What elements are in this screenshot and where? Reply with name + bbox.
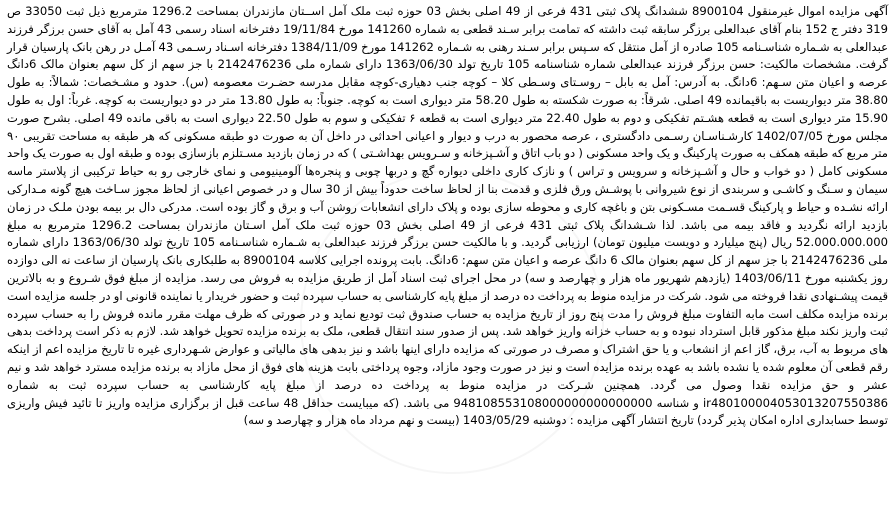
notice-body: آگهی مزایده اموال غیرمنقول 8900104 ششدانگ پلاک ثبتی 431 فرعی از 49 اصلی بخش 03 حوزه ثبت ملک آمل اســتان مازندران بمساحت 1296.2 مترمربع ذیل ثبت 33050 ص 319 دفتر ج 152 بنام آقای عبدالعلی برزگر سابقه ثبت داشته که تمامت برابر سـند قطعی به شماره 141260 مورخ 19/11/84 دفترخانه اسناد رسمی 43 آمل به آقای حسن برزگر فرزند عبدالعلی به شـماره شناسـنامه 105 صادره از آمل منتقل که سـپس برابر سـند رهنی به شـماره 141262 مورخ 1384/11/09 دفترخانه اسـناد رسـمی 43 آمـل در رهن بانک پارسیان قرار گرفت. مشخصات مالکیت: حسن برزگر فرزند عبدالعلی شماره شناسنامه 105 تاریخ تولد 1363/06/30 دارای شماره ملی 2142476236 با جز سهم از کل سهم بعنوان مالک 6دانگ عرصه و اعیان متن سـهم: 6دانگ. به آدرس: آمل به بابل – روسـتای وسـطی کلا – کوچه جنب دهیاری-کوچه مقابل مدرسه حضـرت معصومه (س). حدود و مشـخصات: شمالاً: به طول 38.80 متر دیواریست به باقیمانده 49 اصلی. شرقاً: به صورت شکسته به طول 58.20 متر دیواری است به کوچه. جنوباً: به طول 13.80 متر در دو دیواریست به کوچه. غرباً: اول به طول 15.90 متر دیواری است به قطعه هشـتم تفکیکی و دوم به طول 22.40 متر دیواری است به قطعه ۶ تفکیکی و سوم به طول 22.50 دیواری است به باقی مانده 49 اصلی. بشرح صورت مجلس مورخ 1402/07/05 کارشـناسـان رسـمی دادگستری ، عرصه محصور به درب و دیوار و اعیانی احداثی در داخل آن به صورت دو طبقه مسکونی که هر طبقه به مساحت تقریبی ۹۰ متر مربع که طبقه همکف به صورت پارکینگ و یک واحد مسکونی ( دو باب اتاق و آشـپزخانه و سـرویس بهداشـتی ) که در زمان بازدید مسـتلزم بازسازی بوده و طبقه اول به صورت یک واحد مسکونی کامل ( دو خواب و حال و آشـپزخانه و سرویس و تراس ) و نازک کاری داخلی دیواره گچ و دربها چوبی و پنجره‌ها آلومینیومی و نمای خارجی رو به حیاط ترکیبی از پلاستر ماسه سیمان و سـنگ و کاشـی و سربندی از نوع شیروانی با پوشـش ورق فلزی و قدمت بنا از لحاظ ساخت حدوداً بیش از 30 سال و در خصوص اعیانی از لحاظ مجوز سـاخت هیچ گونه مـدارکی ارائه نشـده و حیاط و پارکینگ قسـمت مسـکونی بتن و باغچه کاری و محوطه سازی بوده و پلاک دارای انشعابات روشن آب و برق و گاز بوده است. مدرکی دال بر بیمه بودن ملـک در زمان بازدید ارائه نگردید و فاقد بیمه می باشد. لذا شـشدانگ پلاک ثبتی 431 فرعی از 49 اصلی بخش 03 حوزه ثبت ملک آمل اسـتان مازندران بمساحت 1296.2 مترمربع به مبلغ 52.000.000.000 ریال (پنج میلیارد و دویست میلیون تومان) ارزیابی گردید. و با مالکیت حسن برزگر فرزند عبدالعلی به شـماره شناسـنامه 105 تاریخ تولد 1363/06/30 دارای شماره ملی 2142476236 با جز سهم از کل سهم بعنوان مالک 6 دانگ عرصه و اعیان متن سهم: 6دانگ. بابت پرونده اجرایی کلاسه 8900104 به طلبکاری بانک پارسیان از ساعت نه الی دوازده روز یکشنبه مورخ 1403/06/11 (یازدهم شهریور ماه هزار و چهارصد و سه) در محل اجرای ثبت اسناد آمل از طریق مزایده به فروش می رسد. مزایده از مبلغ فوق شـروع و به بالاترین قیمت پیشـنهادی نقدا فروخته می شود. شرکت در مزایده منوط به پرداخت ده درصد از مبلغ پایه کارشناسی به حساب سپرده ثبت و حضور خریدار یا نماینده قانونی او در جلسه مزایده است برنده مزایده مکلف است مابه التفاوت مبلغ فروش را مدت پنج روز از تاریخ مزایده به حساب صندوق ثبت تودیع نماید و در صورتی که ظرف مهلت مقرر مانده فروش را به حساب سپرده ثبت واریز نکند مبلغ مذکور قابل استرداد نبوده و به حساب خزانه واریز خواهد شد. پس از صدور سند انتقال قطعی، ملک به برنده مزایده تحویل خواهد شد. لازم به ذکر است پرداخت بدهی های مربوط به آب، برق، گاز اعم از انشعاب و یا حق اشتراک و مصرف در صورتی که مزایده دارای اینها باشد و نیز بدهی های مالیاتی و عوارض شـهرداری غیره تا تاریخ مزایده اعم از اینکه رقم قطعی آن معلوم شده یا نشده باشد به عهده برنده مزایده است و نیز در صورت وجود مازاد، وجوه پرداختی بابت هزینه های فوق از محل مازاد به برنده مزایده مسترد خواهد شد و نیم عشر و حق مزایده نقدا وصول می گردد. همچنین شـرکت در مزایده منوط به پرداخت ده درصد از مبلغ پایه کارشناسی به حساب سپرده ثبت به شماره ir480100004053013207550386 و شناسه 948108553108000000000000000 می باشد. (که میبایست حداقل 48 ساعت قبل از برگزاری مزایده واریز تا تائید فیش واریزی توسط حسابداری اداره امکان پذیر گردد) تاریخ انتشار آگهی مزایده : دوشنبه 1403/05/29 (بیست و نهم مرداد ماه هزار و چهارصد و سه) bbox=[7, 4, 889, 428]
